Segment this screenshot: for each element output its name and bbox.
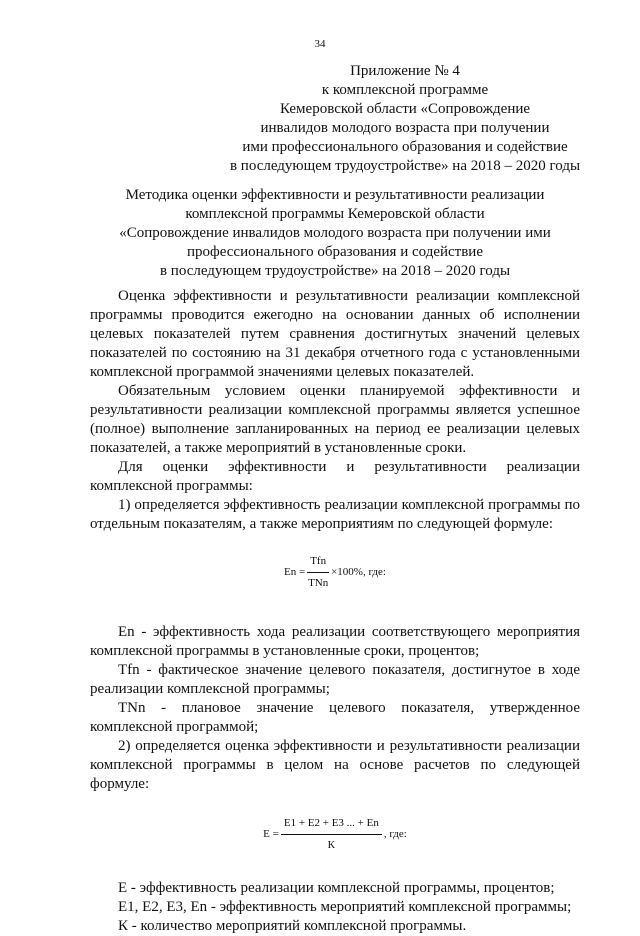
page-number: 34 — [314, 38, 326, 50]
formula-fraction — [281, 814, 382, 855]
title-line: комплексной программы Кемеровской области — [185, 206, 485, 222]
title-line: Методика оценки эффективности и результативности реализации — [125, 187, 545, 203]
formula-lhs: En = — [284, 566, 306, 578]
formula-numerator: E1 + E2 + E3 ... + En — [281, 814, 382, 835]
definition-item: К - количество мероприятий комплексной программы. — [118, 918, 467, 934]
definitions-block-1 — [90, 623, 580, 794]
title-line: профессионального образования и содействие — [187, 244, 483, 260]
definition-item: En - эффективность хода реализации соответствующего мероприятия комплексной программы в установленные сроки, процентов; — [90, 624, 580, 659]
formula-numerator: Tfn — [307, 552, 329, 573]
appendix-line: Приложение № 4 — [350, 63, 460, 79]
formula-efficiency-indicator — [90, 552, 580, 593]
paragraph: Оценка эффективности и результативности реализации комплексной программы проводится ежегодно на основании данных об исполнении целевых показателей путем сравнения достигнутых значений целевых показателей по состоянию на 31 декабря отчетного года с установленными комплексной программой значениями целевых показателей. — [90, 288, 580, 380]
appendix-line: ими профессионального образования и содействие — [242, 139, 568, 155]
formula-denominator: К — [327, 839, 336, 851]
definition-item: TNn - плановое значение целевого показателя, утвержденное комплексной программой; — [90, 700, 580, 735]
document-title — [90, 186, 580, 281]
document-body — [90, 287, 580, 936]
formula-rhs: ×100%, где: — [331, 566, 386, 578]
formula-overall-efficiency — [90, 814, 580, 855]
paragraph: Обязательным условием оценки планируемой эффективности и результативности реализации комплексной программы является успешное (полное) выполнение запланированных на период ее реализации целевых показателей, а также мероприятий в установленные сроки. — [90, 383, 580, 456]
formula-denominator: TNn — [308, 577, 329, 589]
paragraph: 1) определяется эффективность реализации комплексной программы по отдельным показателям, а также мероприятиям по следующей формуле: — [90, 497, 580, 532]
formula-rhs: , где: — [383, 828, 407, 840]
appendix-line: в последующем трудоустройстве» на 2018 – 2020 годы — [229, 158, 581, 174]
definition-item: Tfn - фактическое значение целевого показателя, достигнутое в ходе реализации комплексной программы; — [90, 662, 580, 697]
paragraph: Для оценки эффективности и результативности реализации комплексной программы: — [90, 459, 580, 494]
formula-fraction — [307, 552, 329, 593]
formula-lhs: E = — [263, 828, 279, 840]
definitions-block-2 — [90, 879, 580, 936]
appendix-line: инвалидов молодого возраста при получении — [260, 120, 550, 136]
title-line: в последующем трудоустройстве» на 2018 – 2020 годы — [159, 263, 511, 279]
appendix-line: Кемеровской области «Сопровождение — [279, 101, 531, 117]
appendix-header — [200, 62, 610, 176]
definition-item: Е1, Е2, Е3, Еn - эффективность мероприятий комплексной программы; — [118, 899, 572, 915]
definition-item: 2) определяется оценка эффективности и результативности реализации комплексной программы в целом на основе расчетов по следующей формуле: — [90, 738, 580, 792]
title-line: «Сопровождение инвалидов молодого возраста при получении ими — [119, 225, 551, 241]
definition-item: Е - эффективность реализации комплексной программы, процентов; — [118, 880, 555, 896]
appendix-line: к комплексной программе — [321, 82, 489, 98]
